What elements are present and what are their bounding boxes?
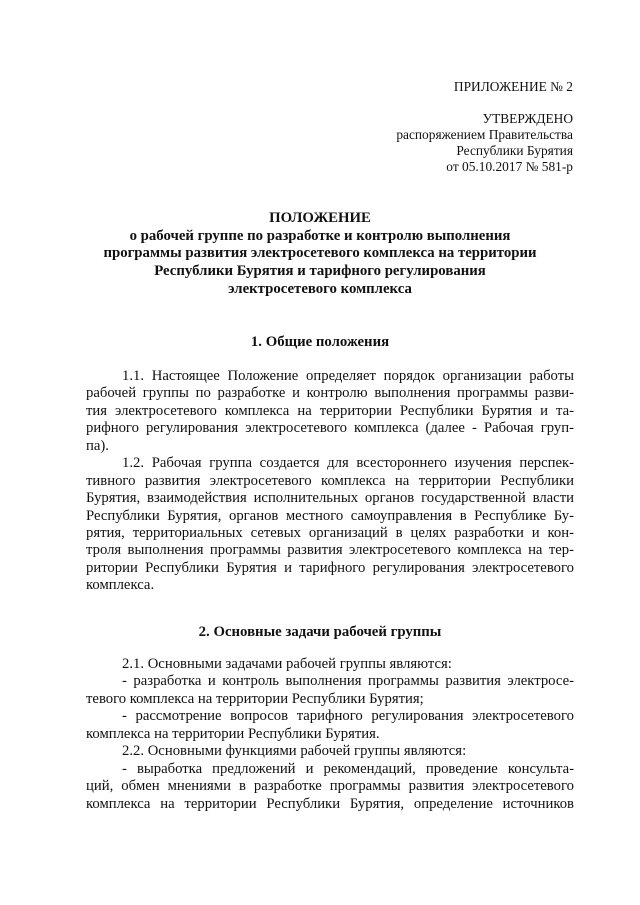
approval-line: от 05.10.2017 № 581-р	[446, 159, 573, 174]
title-line: электросетевого комплекса	[228, 280, 412, 297]
approval-line: Республики Бурятия	[456, 143, 573, 158]
paragraph-line: комплекса на территории Республики Бурятия.	[86, 725, 380, 742]
paragraph-line: - выработка предложений и рекомендаций, проведение консульта-	[122, 760, 574, 777]
paragraph-line: Республики Бурятия, органов местного самоуправления в Республике Бу-	[86, 507, 574, 524]
title-line: о рабочей группе по разработке и контролю выполнения	[129, 227, 511, 244]
paragraph-line: рифного регулирования электросетевого комплекса (далее - Рабочая груп-	[86, 420, 574, 437]
document-title	[90, 210, 550, 299]
paragraph-line: па).	[86, 437, 109, 454]
section-heading: 2. Основные задачи рабочей группы	[198, 624, 442, 640]
paragraph-line: комплекса на территории Республики Бурятия, определение источников	[86, 795, 574, 812]
paragraph-line: 2.1. Основными задачами рабочей группы являются:	[122, 656, 452, 672]
paragraph-line: - разработка и контроль выполнения программы развития электросе-	[122, 673, 574, 690]
paragraph-line: рабочей группы по разработке и контролю выполнения программы разви-	[86, 385, 574, 402]
approval-line: распоряжением Правительства	[396, 127, 573, 142]
paragraph-line: тия электросетевого комплекса на территории Республики Бурятия и та-	[86, 402, 574, 419]
paragraph-line: 1.1. Настоящее Положение определяет порядок организации работы	[122, 368, 574, 384]
title-line: Республики Бурятия и тарифного регулирования	[154, 263, 486, 280]
paragraph-line: тевого комплекса на территории Республики Бурятия;	[86, 690, 424, 707]
paragraph-line: Бурятия, взаимодействия исполнительных органов государственной власти	[86, 490, 574, 507]
paragraph-line: ритории Республики Бурятия и тарифного регулирования электросетевого	[86, 559, 574, 576]
appendix-label: ПРИЛОЖЕНИЕ № 2	[453, 79, 573, 94]
paragraph-line: рятия, территориальных сетевых организаций в целях разработки и кон-	[86, 524, 574, 541]
title-line: ПОЛОЖЕНИЕ	[269, 210, 371, 226]
approval-line: УТВЕРЖДЕНО	[482, 111, 573, 126]
paragraph-line: - рассмотрение вопросов тарифного регулирования электросетевого	[122, 708, 574, 725]
approval-stamp	[396, 111, 573, 175]
paragraph-line: ций, обмен мнениями в разработке программы развития электросетевого	[86, 778, 574, 795]
paragraph-line: 2.2. Основными функциями рабочей группы являются:	[122, 743, 467, 760]
section-body	[86, 656, 574, 813]
paragraph-line: 1.2. Рабочая группа создается для всестороннего изучения перспек-	[122, 455, 574, 472]
section-body	[86, 368, 574, 595]
paragraph-line: тивного развития электросетевого комплекса на территории Республики	[86, 472, 574, 489]
paragraph-line: комплекса.	[86, 577, 155, 594]
title-line: программы развития электросетевого комплекса на территории	[103, 245, 537, 262]
paragraph-line: троля выполнения программы развития электросетевого комплекса на тер-	[86, 542, 574, 559]
section-heading: 1. Общие положения	[250, 334, 390, 350]
